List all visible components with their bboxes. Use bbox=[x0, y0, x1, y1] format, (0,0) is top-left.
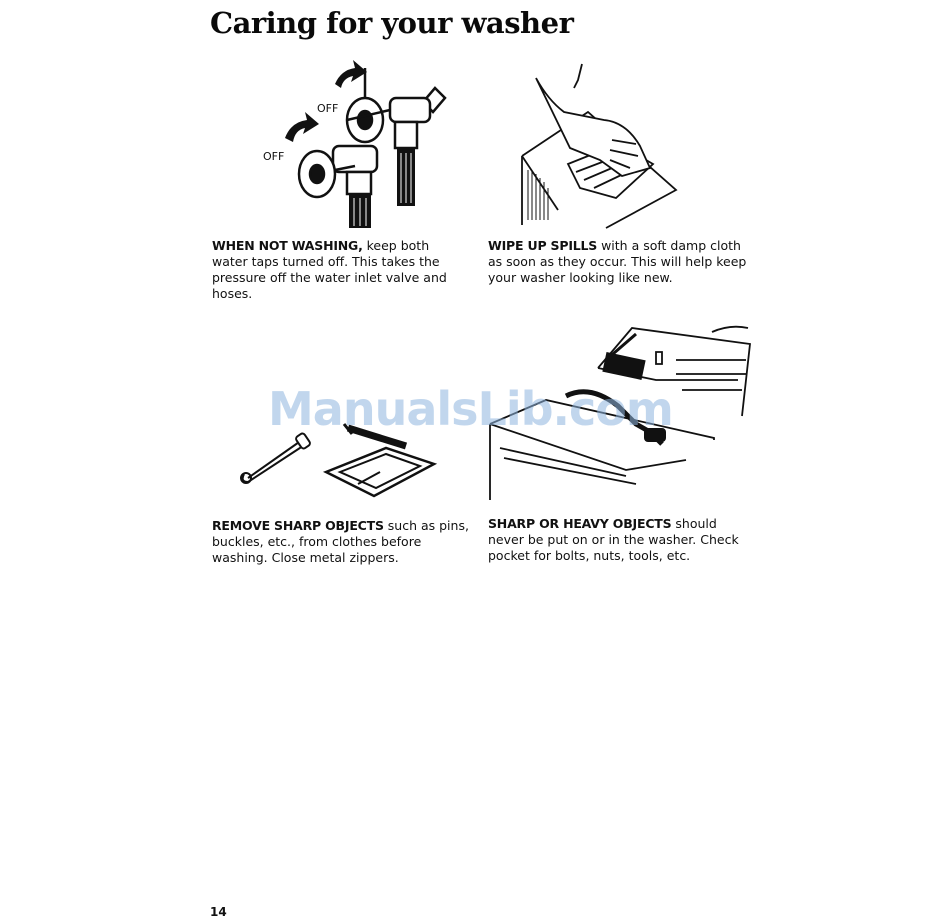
caption-wipe-up-spills bbox=[488, 238, 753, 286]
caption-heading: SHARP OR HEAVY OBJECTS bbox=[488, 516, 672, 531]
page-number: 14 bbox=[210, 905, 227, 919]
water-taps-illustration bbox=[255, 58, 455, 230]
caption-sharp-or-heavy-objects bbox=[488, 516, 753, 564]
page-title: Caring for your washer bbox=[210, 6, 574, 40]
wiping-washer-illustration bbox=[518, 60, 678, 230]
tap-label-off-upper: OFF bbox=[317, 102, 339, 115]
watermark: ManualsLib.com bbox=[268, 382, 673, 436]
caption-heading: WIPE UP SPILLS bbox=[488, 238, 598, 253]
tap-label-off-lower: OFF bbox=[263, 150, 285, 163]
caption-when-not-washing bbox=[212, 238, 462, 302]
caption-body: with a soft damp cloth as soon as they occur. This will help keep your washer looking like new. bbox=[488, 238, 747, 285]
caption-body: should never be put on or in the washer. Check pocket for bolts, nuts, tools, etc. bbox=[488, 516, 739, 563]
caption-heading: WHEN NOT WASHING, bbox=[212, 238, 363, 253]
caption-remove-sharp-objects bbox=[212, 518, 477, 566]
caption-heading: REMOVE SHARP OBJECTS bbox=[212, 518, 384, 533]
caption-body: such as pins, buckles, etc., from clothes before washing. Close metal zippers. bbox=[212, 518, 469, 565]
caption-body: keep both water taps turned off. This takes the pressure off the water inlet valve and hoses. bbox=[212, 238, 447, 301]
